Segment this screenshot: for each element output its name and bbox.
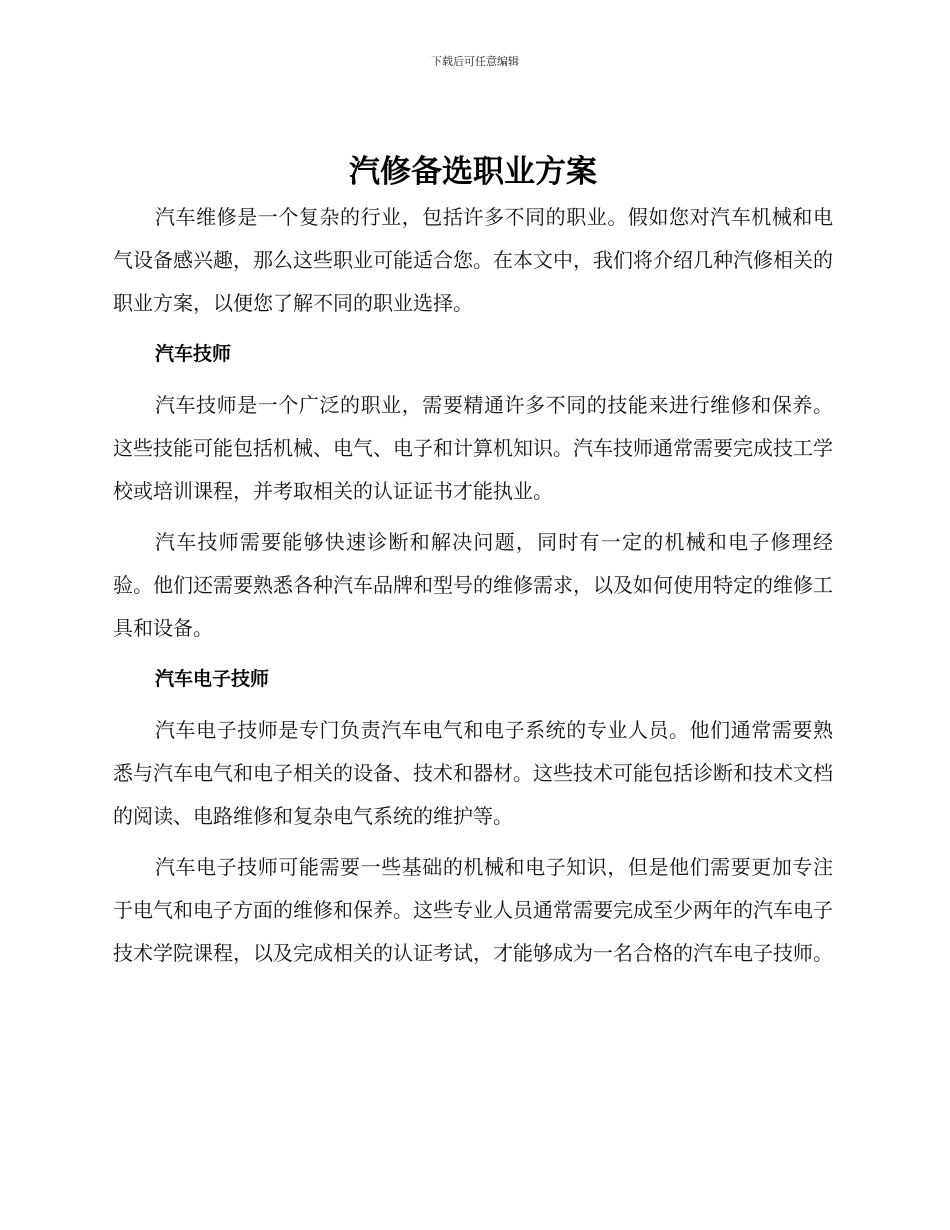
section-heading: 汽车技师 [155, 343, 232, 365]
intro-paragraph: 汽车维修是一个复杂的行业，包括许多不同的职业。假如您对汽车机械和电气设备感兴趣，那么这些职业可能适合您。在本文中，我们将介绍几种汽修相关的职业方案，以便您了解不同的职业选择。 [113, 205, 833, 315]
section-heading: 汽车电子技师 [155, 668, 270, 690]
body-paragraph: 汽车技师是一个广泛的职业，需要精通许多不同的技能来进行维修和保养。这些技能可能包括机械、电气、电子和计算机知识。汽车技师通常需要完成技工学校或培训课程，并考取相关的认证证书才能执业。 [113, 393, 833, 503]
body-paragraph: 汽车电子技师是专门负责汽车电气和电子系统的专业人员。他们通常需要熟悉与汽车电气和电子相关的设备、技术和器材。这些技术可能包括诊断和技术文档的阅读、电路维修和复杂电气系统的维护等。 [113, 718, 833, 828]
section-automotive-electronics-technician [113, 658, 833, 975]
body-paragraph: 汽车电子技师可能需要一些基础的机械和电子知识，但是他们需要更加专注于电气和电子方面的维修和保养。这些专业人员通常需要完成至少两年的汽车电子技术学院课程，以及完成相关的认证考试，才能够成为一名合格的汽车电子技师。 [113, 855, 833, 965]
body-paragraph: 汽车技师需要能够快速诊断和解决问题，同时有一定的机械和电子修理经验。他们还需要熟悉各种汽车品牌和型号的维修需求，以及如何使用特定的维修工具和设备。 [113, 530, 833, 640]
document-body [113, 150, 833, 983]
section-automotive-technician [113, 333, 833, 650]
running-header: 下载后可任意编辑 [431, 55, 519, 68]
document-title: 汽修备选职业方案 [349, 154, 597, 190]
